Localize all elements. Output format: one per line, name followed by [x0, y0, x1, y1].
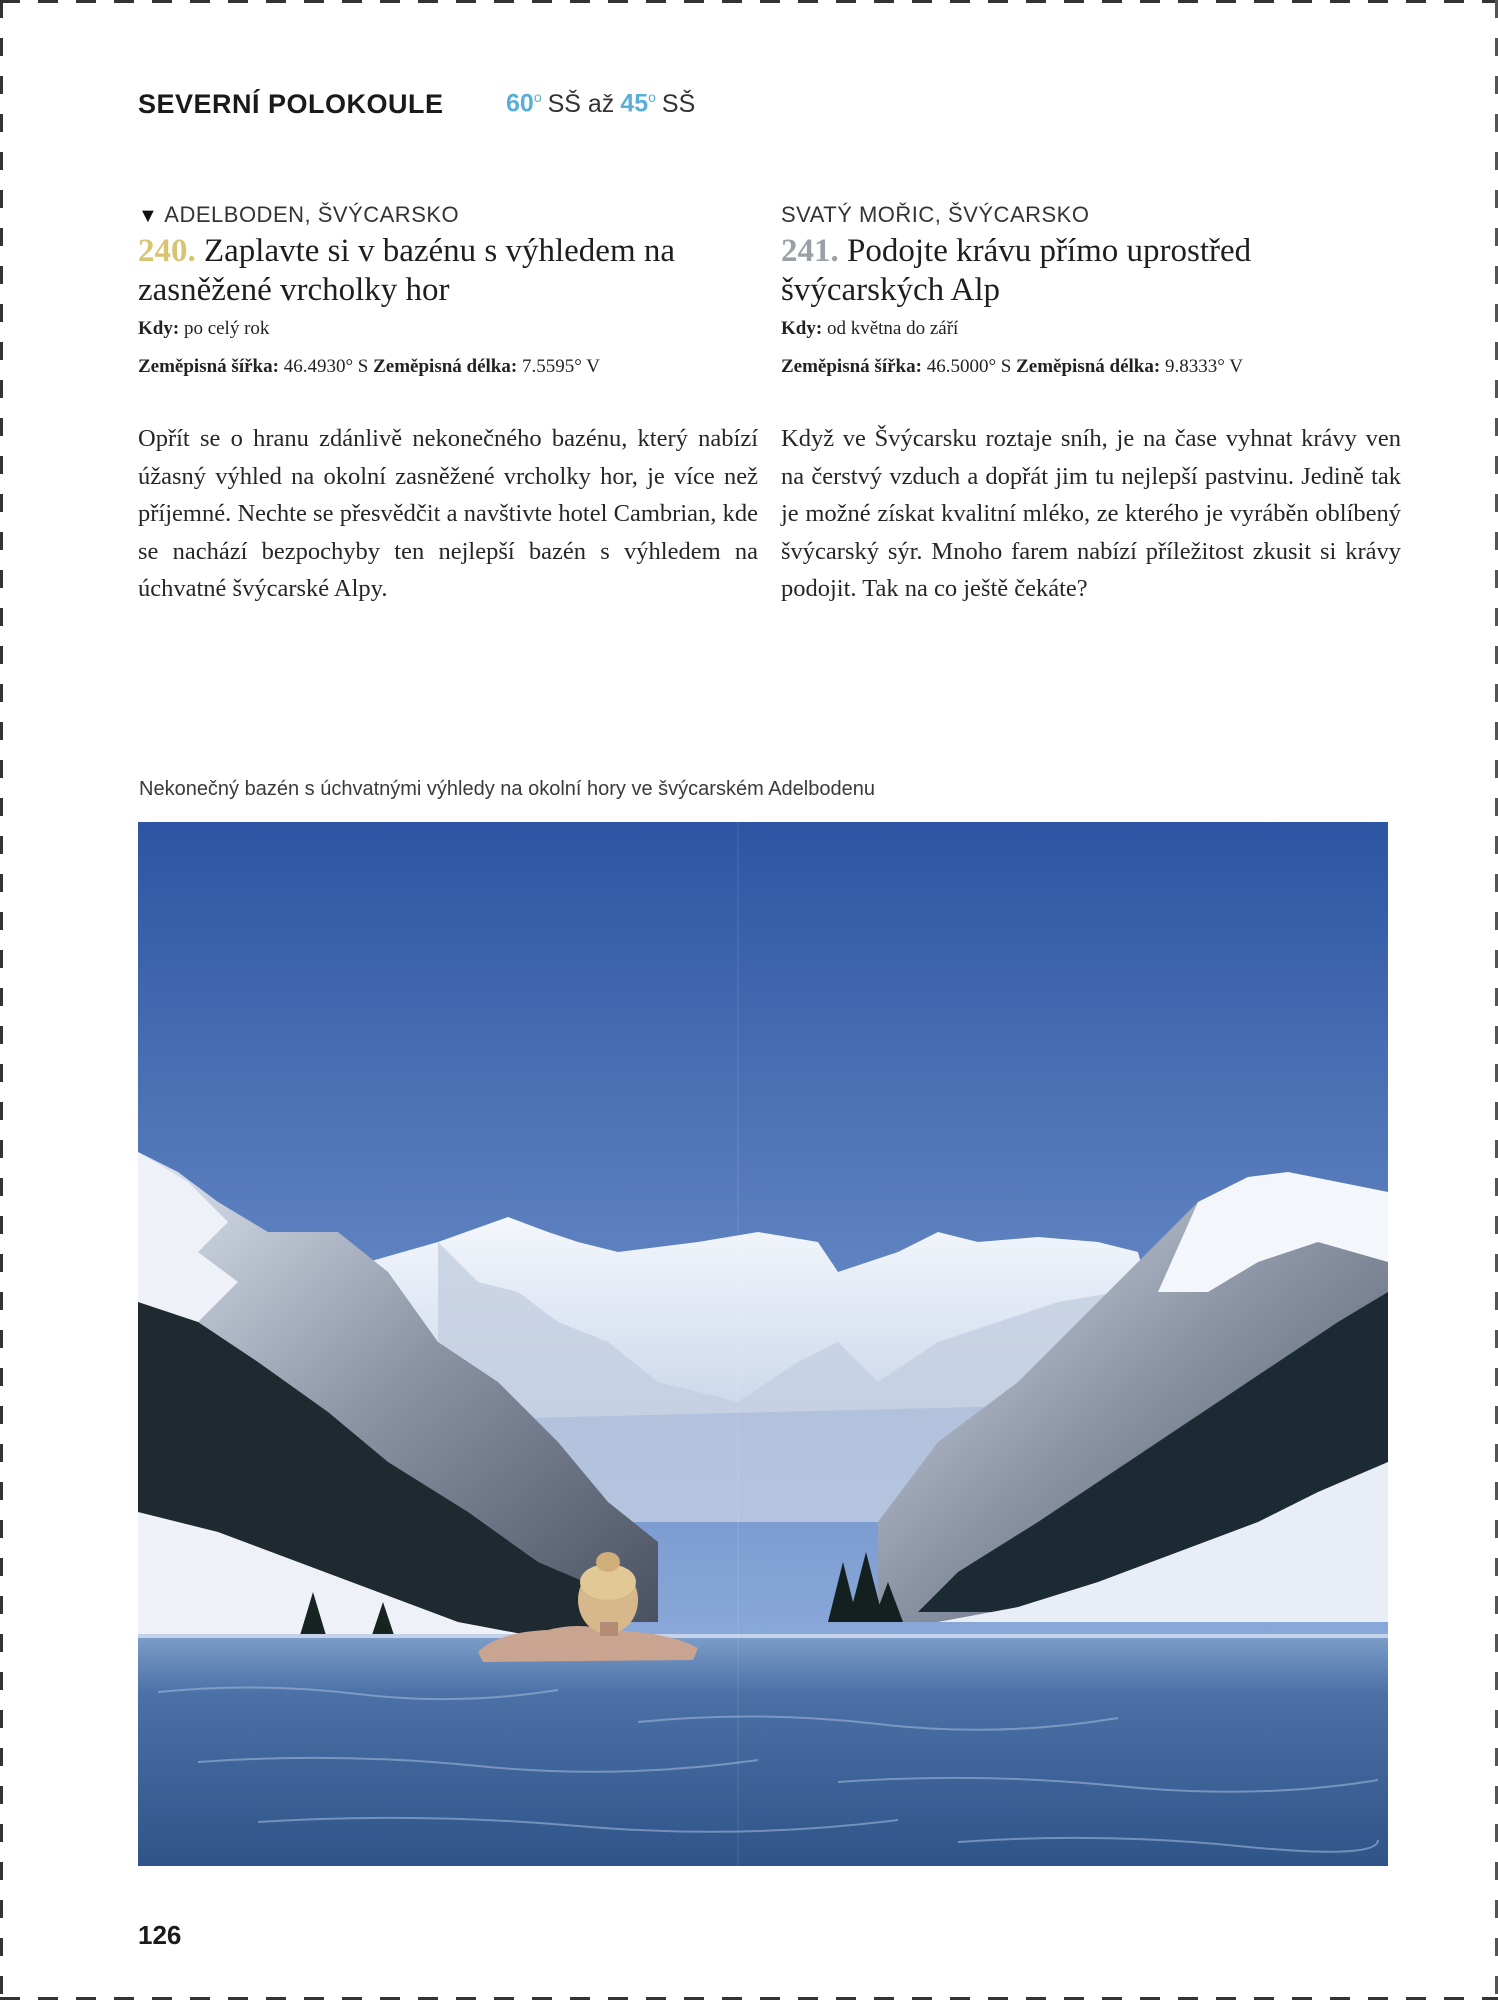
latitude-from-suffix: SŠ až	[547, 89, 615, 118]
entry-title: 240. Zaplavte si v bazénu s výhledem na zasněžené vrcholky hor	[138, 233, 676, 308]
running-head	[138, 84, 444, 124]
swimmer-bun	[596, 1552, 620, 1572]
entry-title: 241. Podojte krávu přímo uprostřed švýcarských Alp	[781, 233, 1252, 308]
entry-number: 240.	[138, 233, 196, 269]
entry-body: Když ve Švýcarsku roztaje sníh, je na čase vyhnat krávy ven na čerstvý vzduch a dopřát jim tu nejlepší pastvinu. Jedině tak je možné získat kvalitní mléko, ze kterého je vyráběn oblíbený švýcarský sýr. Mnoho farem nabízí příležitost zkusit si krávy podojit. Tak na co ještě čekáte?	[781, 425, 1401, 602]
crop-mark-left	[0, 0, 3, 2000]
entry-location: ▼ ADELBODEN, ŠVÝCARSKO	[138, 202, 460, 227]
entry-body: Opřít se o hranu zdánlivě nekonečného bazénu, který nabízí úžasný výhled na okolní zasněžené vrcholky hor, je více než příjemné. Nechte se přesvědčit a navštivte hotel Cambrian, kde se nachází bezpochyby ten nejlepší bazén s výhledem na úchvatné švýcarské Alpy.	[138, 425, 758, 602]
entry-coordinates: Zeměpisná šířka: 46.5000° S Zeměpisná délka: 9.8333° V	[781, 356, 1243, 377]
entry-240	[138, 200, 758, 608]
entry-location: SVATÝ MOŘIC, ŠVÝCARSKO	[781, 202, 1090, 227]
photo-caption: Nekonečný bazén s úchvatnými výhledy na okolní hory ve švýcarském Adelbodenu	[139, 778, 875, 800]
entry-number: 241.	[781, 233, 839, 269]
latitude-range	[506, 84, 695, 124]
page-number: 126	[138, 1920, 182, 1950]
latitude-to-suffix: SŠ	[661, 89, 696, 118]
latitude-to: 45$^o$	[620, 89, 656, 118]
latitude-from: 60$^o$	[506, 89, 542, 118]
triangle-down-icon: ▼	[138, 205, 159, 227]
entry-when: Kdy: od května do září	[781, 318, 959, 339]
entry-241	[781, 200, 1401, 608]
crop-mark-top	[0, 0, 1498, 3]
mountain-pool-illustration	[138, 822, 1388, 1866]
section-title: SEVERNÍ POLOKOULE	[138, 88, 444, 119]
entry-coordinates: Zeměpisná šířka: 46.4930° S Zeměpisná délka: 7.5595° V	[138, 356, 600, 377]
photo-infinity-pool	[138, 822, 1388, 1866]
entry-when: Kdy: po celý rok	[138, 318, 270, 339]
swimmer-neck	[600, 1622, 618, 1636]
